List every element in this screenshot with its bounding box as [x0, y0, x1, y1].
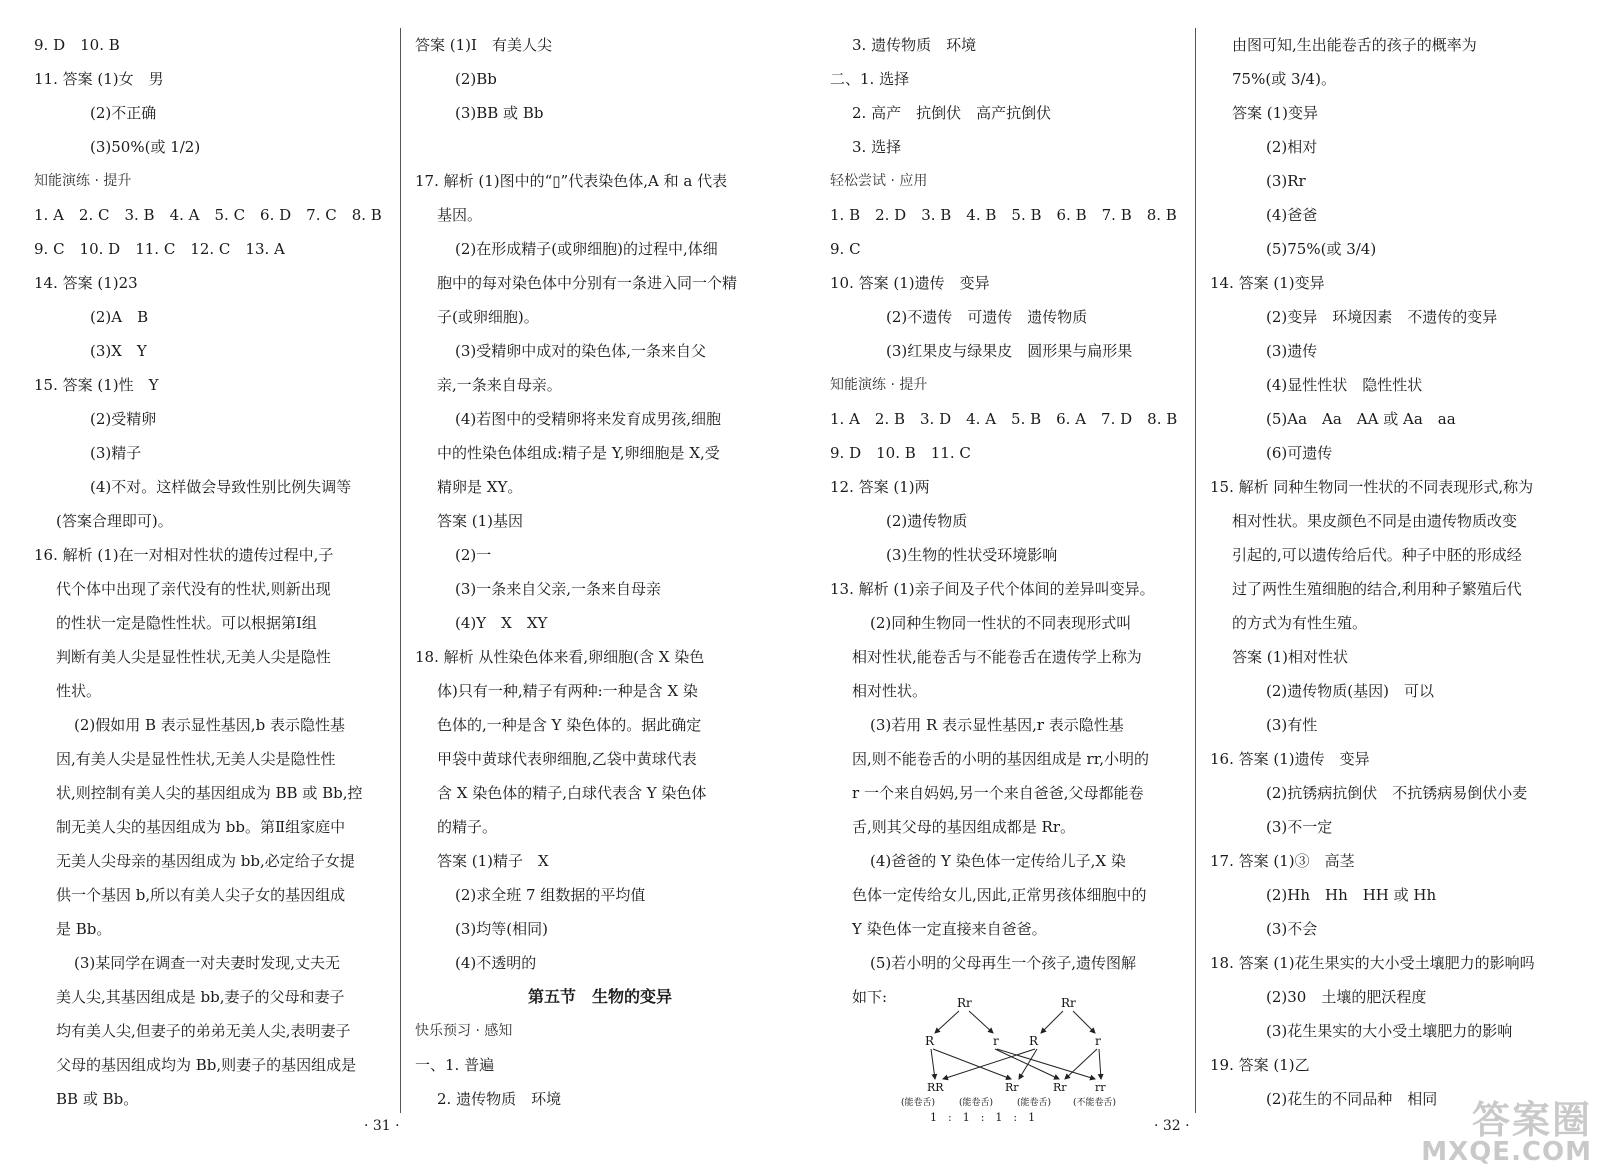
subsection-title: 轻松尝试 · 应用	[830, 173, 928, 189]
text-line: 美人尖,其基因组成是 bb,妻子的父母和妻子	[56, 988, 345, 1006]
text-line: 基因。	[437, 206, 483, 224]
text-line: (2)不遗传 可遗传 遗传物质	[886, 308, 1088, 326]
text-line: 1. A 2. B 3. D 4. A 5. B 6. A 7. D 8. B	[830, 410, 1178, 428]
text-line: (2)受精卵	[90, 410, 157, 428]
text-line: (3)不会	[1266, 920, 1318, 938]
offspring-genotype-1: RR	[927, 1081, 944, 1094]
text-line: 供一个基因 b,所以有美人尖子女的基因组成	[56, 886, 346, 904]
text-line: (3)有性	[1266, 716, 1318, 734]
text-line: (3)遗传	[1266, 342, 1318, 360]
column-2	[415, 28, 785, 1116]
text-line: 的方式为有性生殖。	[1232, 614, 1368, 632]
subsection-title: 知能演练 · 提升	[34, 173, 132, 189]
text-line: (3)50%(或 1/2)	[90, 138, 201, 156]
text-line: (6)可遗传	[1266, 444, 1333, 462]
text-line: (2)变异 环境因素 不遗传的变异	[1266, 308, 1498, 326]
text-line: (5)Aa Aa AA 或 Aa aa	[1266, 410, 1456, 428]
text-line: 15. 解析 同种生物同一性状的不同表现形式,称为	[1210, 478, 1534, 496]
subsection-title: 快乐预习 · 感知	[415, 1023, 513, 1039]
text-line: 17. 答案 (1)③ 高茎	[1210, 852, 1355, 870]
text-line: 过了两性生殖细胞的结合,利用种子繁殖后代	[1232, 580, 1522, 598]
text-line: 10. 答案 (1)遗传 变异	[830, 274, 990, 292]
subsection-title: 知能演练 · 提升	[830, 377, 928, 393]
text-line: 3. 选择	[852, 138, 902, 156]
text-line: (2)在形成精子(或卵细胞)的过程中,体细	[455, 240, 718, 258]
phenotype-2: (能卷舌)	[959, 1098, 994, 1108]
text-line: 17. 解析 (1)图中的“▯”代表染色体,A 和 a 代表	[415, 172, 728, 190]
text-line: 因,则不能卷舌的小明的基因组成是 rr,小明的	[852, 750, 1149, 768]
text-line: 14. 答案 (1)变异	[1210, 274, 1325, 292]
text-line: (3)BB 或 Bb	[455, 104, 544, 122]
text-line: 因,有美人尖是显性性状,无美人尖是隐性性	[56, 750, 336, 768]
text-line: 无美人尖母亲的基因组成为 bb,必定给子女提	[56, 852, 355, 870]
text-line: 的性状一定是隐性性状。可以根据第Ⅰ组	[56, 614, 317, 632]
phenotype-3: (能卷舌)	[1017, 1098, 1052, 1108]
offspring-genotype-4: rr	[1095, 1081, 1106, 1094]
text-line: 代个体中出现了亲代没有的性状,则新出现	[56, 580, 331, 598]
text-line: 子(或卵细胞)。	[437, 308, 539, 326]
text-line: 的精子。	[437, 818, 498, 836]
text-line: (3)精子	[90, 444, 142, 462]
text-line: 均有美人尖,但妻子的弟弟无美人尖,表明妻子	[56, 1022, 351, 1040]
text-line	[415, 130, 785, 164]
text-line: 2. 高产 抗倒伏 高产抗倒伏	[852, 104, 1052, 122]
text-line: (2)求全班 7 组数据的平均值	[455, 886, 646, 904]
text-line: (3)均等(相同)	[455, 920, 548, 938]
text-line: (2)A B	[90, 308, 149, 326]
text-line: (2)相对	[1266, 138, 1318, 156]
text-line: (3)生物的性状受环境影响	[886, 546, 1058, 564]
text-line: (4)爸爸	[1266, 206, 1318, 224]
genetic-cross-diagram	[895, 993, 1135, 1111]
text-line: 15. 答案 (1)性 Y	[34, 376, 159, 394]
text-line: 18. 答案 (1)花生果实的大小受土壤肥力的影响吗	[1210, 954, 1535, 972]
gamete-1: R	[925, 1034, 935, 1048]
text-line: 9. C	[830, 240, 861, 258]
text-line: 答案 (1)相对性状	[1232, 648, 1349, 666]
text-line: 一、1. 普遍	[415, 1056, 495, 1074]
parent-genotype-2: Rr	[1061, 996, 1076, 1010]
offspring-genotype-3: Rr	[1053, 1081, 1067, 1094]
gamete-2: r	[993, 1034, 999, 1048]
text-line: (4)不对。这样做会导致性别比例失调等	[90, 478, 352, 496]
text-line: 相对性状。	[852, 682, 928, 700]
text-line: (3)受精卵中成对的染色体,一条来自父	[455, 342, 707, 360]
text-line: (4)显性性状 隐性性状	[1266, 376, 1423, 394]
text-line: 16. 答案 (1)遗传 变异	[1210, 750, 1370, 768]
page-number-right: · 32 ·	[1154, 1118, 1190, 1134]
text-line: 制无美人尖的基因组成为 bb。第Ⅱ组家庭中	[56, 818, 346, 836]
text-line: 75%(或 3/4)。	[1232, 70, 1336, 88]
text-line: (5)75%(或 3/4)	[1266, 240, 1377, 258]
text-line: (5)若小明的父母再生一个孩子,遗传图解	[870, 954, 1137, 972]
text-line: 胞中的每对染色体中分别有一条进入同一个精	[437, 274, 738, 292]
text-line: BB 或 Bb。	[56, 1090, 139, 1108]
text-line: 状,则控制有美人尖的基因组成为 BB 或 Bb,控	[56, 784, 363, 802]
offspring-genotype-2: Rr	[1005, 1081, 1019, 1094]
text-line: 含 X 染色体的精子,白球代表含 Y 染色体	[437, 784, 707, 802]
text-line: 是 Bb。	[56, 920, 112, 938]
text-line: 判断有美人尖是显性性状,无美人尖是隐性	[56, 648, 331, 666]
text-line: 9. C 10. D 11. C 12. C 13. A	[34, 240, 285, 258]
text-line: (2)假如用 B 表示显性基因,b 表示隐性基	[74, 716, 345, 734]
text-line: 答案 (1)Ⅰ 有美人尖	[415, 36, 552, 54]
text-line: (2)花生的不同品种 相同	[1266, 1090, 1438, 1108]
text-line: (3)若用 R 表示显性基因,r 表示隐性基	[870, 716, 1124, 734]
text-line: 精卵是 XY。	[437, 478, 523, 496]
phenotype-1: (能卷舌)	[901, 1098, 936, 1108]
gamete-4: r	[1095, 1034, 1101, 1048]
text-line: 1. A 2. C 3. B 4. A 5. C 6. D 7. C 8. B	[34, 206, 382, 224]
text-line: (2)同种生物同一性状的不同表现形式叫	[870, 614, 1132, 632]
text-line: 性状。	[56, 682, 102, 700]
parent-genotype-1: Rr	[957, 996, 972, 1010]
text-line: 亲,一条来自母亲。	[437, 376, 562, 394]
column-divider	[1195, 28, 1196, 1113]
text-line: 答案 (1)基因	[437, 512, 524, 530]
text-line: 13. 解析 (1)亲子间及子代个体间的差异叫变异。	[830, 580, 1155, 598]
text-line: (3)X Y	[90, 342, 147, 360]
watermark-url: MXQE.COM	[1421, 1137, 1592, 1167]
text-line: 父母的基因组成均为 Bb,则妻子的基因组成是	[56, 1056, 357, 1074]
text-line: (3)不一定	[1266, 818, 1333, 836]
text-line: 甲袋中黄球代表卵细胞,乙袋中黄球代表	[437, 750, 697, 768]
text-line: 中的性染色体组成:精子是 Y,卵细胞是 X,受	[437, 444, 720, 462]
text-line: (4)不透明的	[455, 954, 537, 972]
text-line: (2)Hh Hh HH 或 Hh	[1266, 886, 1437, 904]
text-line: (2)抗锈病抗倒伏 不抗锈病易倒伏小麦	[1266, 784, 1528, 802]
text-line: 体)只有一种,精子有两种:一种是含 X 染	[437, 682, 698, 700]
text-line: (2)30 土壤的肥沃程度	[1266, 988, 1427, 1006]
text-line: 9. D 10. B 11. C	[830, 444, 971, 462]
section-heading: 第五节 生物的变异	[527, 987, 672, 1006]
text-line: 2. 遗传物质 环境	[437, 1090, 562, 1108]
text-line: (2)遗传物质	[886, 512, 968, 530]
text-line: 答案 (1)精子 X	[437, 852, 549, 870]
text-line: 色体的,一种是含 Y 染色体的。据此确定	[437, 716, 702, 734]
text-line: (4)若图中的受精卵将来发育成男孩,细胞	[455, 410, 722, 428]
text-line: (2)一	[455, 546, 492, 564]
text-line: 3. 遗传物质 环境	[852, 36, 977, 54]
gamete-3: R	[1029, 1034, 1039, 1048]
text-line: 18. 解析 从性染色体来看,卵细胞(含 X 染色	[415, 648, 705, 666]
text-line: 19. 答案 (1)乙	[1210, 1056, 1310, 1074]
text-line: (3)红果皮与绿果皮 圆形果与扁形果	[886, 342, 1133, 360]
text-line: 色体一定传给女儿,因此,正常男孩体细胞中的	[852, 886, 1147, 904]
text-line: 相对性状。果皮颜色不同是由遗传物质改变	[1232, 512, 1518, 530]
text-line: 相对性状,能卷舌与不能卷舌在遗传学上称为	[852, 648, 1142, 666]
text-line: (3)某同学在调查一对夫妻时发现,丈夫无	[74, 954, 341, 972]
text-line: 引起的,可以遗传给后代。种子中胚的形成经	[1232, 546, 1522, 564]
text-line: r 一个来自妈妈,另一个来自爸爸,父母都能卷	[852, 784, 1144, 802]
text-line: (3)花生果实的大小受土壤肥力的影响	[1266, 1022, 1513, 1040]
text-line: 11. 答案 (1)女 男	[34, 70, 164, 88]
text-line: (3)一条来自父亲,一条来自母亲	[455, 580, 662, 598]
text-line: (2)遗传物质(基因) 可以	[1266, 682, 1434, 700]
column-3	[830, 28, 1180, 1014]
text-line: (4)爸爸的 Y 染色体一定传给儿子,X 染	[870, 852, 1126, 870]
text-line: (答案合理即可)。	[56, 512, 173, 530]
text-line: 答案 (1)变异	[1232, 104, 1319, 122]
text-line: (2)Bb	[455, 70, 497, 88]
text-line: 16. 解析 (1)在一对相对性状的遗传过程中,子	[34, 546, 334, 564]
text-line: 如下:	[852, 988, 888, 1006]
column-4	[1210, 28, 1570, 1116]
text-line: 12. 答案 (1)两	[830, 478, 930, 496]
phenotype-4: (不能卷舌)	[1073, 1098, 1117, 1108]
column-1	[34, 28, 384, 1116]
text-line: 1. B 2. D 3. B 4. B 5. B 6. B 7. B 8. B	[830, 206, 1177, 224]
text-line: (2)不正确	[90, 104, 157, 122]
text-line: 由图可知,生出能卷舌的孩子的概率为	[1232, 36, 1477, 54]
text-line: (3)Rr	[1266, 172, 1306, 190]
text-line: 舌,则其父母的基因组成都是 Rr。	[852, 818, 1076, 836]
text-line: (4)Y X XY	[455, 614, 548, 632]
watermark-text: 答案圈	[1471, 1098, 1592, 1142]
text-line: Y 染色体一定直接来自爸爸。	[852, 920, 1047, 938]
watermark-logo	[1421, 1098, 1592, 1167]
column-divider	[400, 28, 401, 1113]
text-line: 14. 答案 (1)23	[34, 274, 138, 292]
text-line: 9. D 10. B	[34, 36, 120, 54]
page-number-left: · 31 ·	[364, 1118, 400, 1134]
text-line: 二、1. 选择	[830, 70, 910, 88]
ratio-text: 1 : 1 : 1 : 1	[930, 1111, 1036, 1124]
